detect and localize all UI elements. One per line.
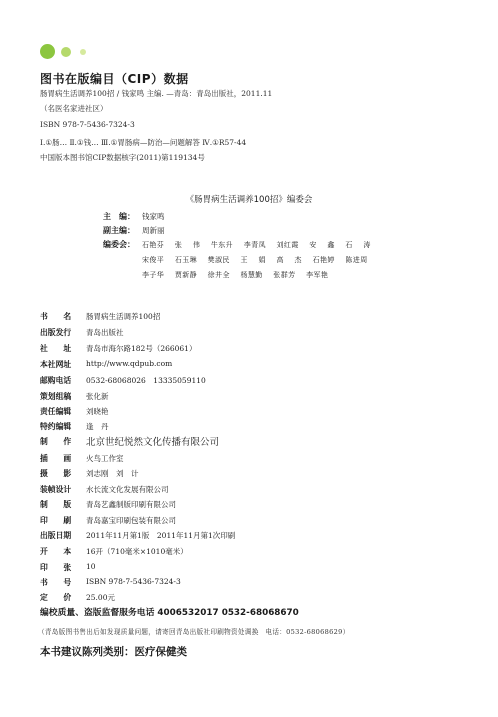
info-label: 制 版 <box>40 500 72 509</box>
display-category: 本书建议陈列类别：医疗保健类 <box>40 646 187 658</box>
info-value: 北京世纪悦然文化传播有限公司 <box>86 437 220 448</box>
quality-hotline: 编校质量、盗版监督服务电话 4006532017 0532-68068670 <box>40 608 299 618</box>
committee-members-row-1: 石艳芬 张 伟 牛东升 李青凤 刘红霞 安 鑫 石 涛 <box>142 241 371 249</box>
info-value: 逢 丹 <box>86 422 109 431</box>
cip-line-classification: Ⅰ.①肠… Ⅱ.①钱… Ⅲ.①胃肠病—防治—问题解答 Ⅳ.①R57-44 <box>40 138 247 147</box>
info-label: 装帧设计 <box>40 485 72 494</box>
info-value: 青岛艺鑫制版印刷有限公司 <box>86 500 176 509</box>
deputy-editor-name: 周新丽 <box>142 226 165 235</box>
info-value: 刘晓艳 <box>86 407 109 416</box>
info-label: 定 价 <box>40 593 72 602</box>
info-value: 刘志刚 刘 计 <box>86 469 139 478</box>
info-label: 开 本 <box>40 547 72 556</box>
info-label: 本社网址 <box>40 360 72 369</box>
info-value: 青岛出版社 <box>86 328 124 337</box>
info-value: 10 <box>86 562 96 571</box>
info-value: 16开（710毫米×1010毫米） <box>86 547 188 556</box>
chief-editor-label: 主 编： <box>103 212 135 221</box>
info-label: 印 刷 <box>40 516 72 525</box>
info-label: 社 址 <box>40 344 72 353</box>
info-value: 0532-68068026 13335059110 <box>86 376 206 385</box>
info-value: http://www.qdpub.com <box>86 359 173 368</box>
chief-editor-name: 钱家鸣 <box>142 212 165 221</box>
info-label: 摄 影 <box>40 469 72 478</box>
info-label: 特约编辑 <box>40 422 72 431</box>
info-value: 火鸟工作室 <box>86 454 124 463</box>
green-dot-medium <box>61 47 71 57</box>
cip-line-isbn: ISBN 978-7-5436-7324-3 <box>40 120 135 129</box>
info-label: 出版日期 <box>40 531 72 540</box>
committee-members-label: 编委会： <box>103 240 135 249</box>
info-label: 印 张 <box>40 563 72 572</box>
green-dot-large <box>40 44 55 59</box>
return-notice: （青岛版图书售出后如发现质量问题，请寄回青岛出版社印刷物资处调换 电话：0532-68068629） <box>38 628 350 636</box>
cip-title: 图书在版编目（CIP）数据 <box>40 72 189 86</box>
info-value: 水长流文化发展有限公司 <box>86 485 169 494</box>
info-label: 书 名 <box>40 312 72 321</box>
committee-members-row-3: 李子华 贾新静 徐井全 杨慧勤 张群芳 李军艳 <box>142 271 329 279</box>
cip-line-record-number: 中国版本图书馆CIP数据核字(2011)第119134号 <box>40 153 205 162</box>
info-label: 书 号 <box>40 578 72 587</box>
info-value: 2011年11月第1版 2011年11月第1次印刷 <box>86 531 236 540</box>
info-label: 出版发行 <box>40 328 72 337</box>
info-value: 青岛嘉宝印刷包装有限公司 <box>86 516 176 525</box>
info-label: 插 画 <box>40 454 72 463</box>
deputy-editor-label: 副主编： <box>103 226 135 235</box>
cip-line-citation: 肠胃病生活调养100招 / 钱家鸣 主编. —青岛：青岛出版社，2011.11 <box>40 89 273 98</box>
green-dot-small <box>80 49 86 55</box>
info-value: 25.00元 <box>86 593 115 602</box>
info-label: 责任编辑 <box>40 407 72 416</box>
committee-title: 《肠胃病生活调养100招》编委会 <box>185 195 313 205</box>
info-value: 肠胃病生活调养100招 <box>86 312 161 321</box>
info-value: 张化新 <box>86 392 109 401</box>
info-label: 策划组稿 <box>40 392 72 401</box>
info-value: 青岛市海尔路182号（266061） <box>86 344 197 353</box>
info-label: 制 作 <box>40 437 72 446</box>
info-label: 邮购电话 <box>40 376 72 385</box>
cip-line-series: （名医名家进社区） <box>40 104 108 113</box>
info-value: ISBN 978-7-5436-7324-3 <box>86 577 181 586</box>
committee-members-row-2: 宋俊平 石玉琳 樊淑民 王 娟 高 杰 石艳婷 陈进周 <box>142 256 368 264</box>
